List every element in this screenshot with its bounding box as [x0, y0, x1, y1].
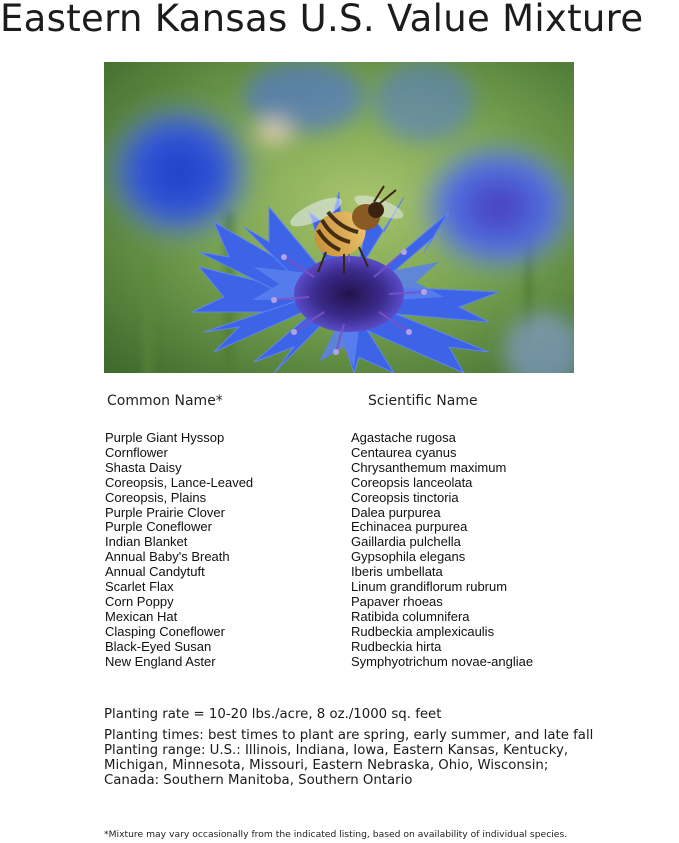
scientific-name-item: Gaillardia pulchella	[351, 534, 461, 550]
planting-times: Planting times: best times to plant are spring, early summer, and late fall	[104, 728, 594, 743]
scientific-name-item: Papaver rhoeas	[351, 593, 443, 609]
common-name-item: Coreopsis, Lance-Leaved	[105, 474, 254, 490]
common-name-item: Coreopsis, Plains	[105, 489, 207, 505]
common-name-item: Shasta Daisy	[105, 459, 182, 475]
common-name-item: Purple Coneflower	[105, 519, 212, 535]
common-name-item: Purple Giant Hyssop	[105, 430, 225, 445]
scientific-name-item: Rudbeckia hirta	[351, 638, 442, 654]
scientific-name-item: Coreopsis lanceolata	[351, 474, 473, 490]
scientific-name-item: Gypsophila elegans	[351, 549, 466, 565]
scientific-name-item: Centaurea cyanus	[351, 444, 457, 460]
planting-range-line: Canada: Southern Manitoba, Southern Ontario	[104, 773, 413, 788]
common-name-item: Mexican Hat	[105, 608, 178, 624]
common-name-item: Clasping Coneflower	[105, 623, 225, 639]
common-name-item: Corn Poppy	[105, 593, 174, 609]
common-name-item: Scarlet Flax	[105, 579, 174, 595]
common-name-header: Common Name*	[107, 393, 223, 409]
scientific-name-item: Rudbeckia amplexicaulis	[351, 623, 495, 639]
scientific-name-item: Iberis umbellata	[351, 564, 443, 580]
scientific-name-item: Symphyotrichum novae-angliae	[351, 653, 534, 669]
planting-rate: Planting rate = 10-20 lbs./acre, 8 oz./1000 sq. feet	[104, 707, 442, 722]
scientific-name-item: Ratibida columnifera	[351, 608, 470, 624]
scientific-name-header: Scientific Name	[368, 393, 478, 409]
cornflower-bee-illustration	[104, 62, 574, 373]
scientific-name-item: Dalea purpurea	[351, 504, 441, 520]
scientific-name-item: Agastache rugosa	[351, 430, 456, 445]
scientific-name-item: Coreopsis tinctoria	[351, 489, 459, 505]
common-name-item: New England Aster	[105, 653, 216, 669]
planting-range-line: Michigan, Minnesota, Missouri, Eastern Nebraska, Ohio, Wisconsin;	[104, 758, 549, 773]
footnote: *Mixture may vary occasionally from the indicated listing, based on availability of individual species.	[104, 829, 568, 840]
scientific-name-list	[351, 431, 533, 670]
cornflower-bee-photo	[104, 62, 574, 373]
common-name-item: Cornflower	[105, 444, 168, 460]
common-name-item: Indian Blanket	[105, 534, 188, 550]
planting-range	[104, 743, 568, 788]
common-name-item: Black-Eyed Susan	[105, 638, 212, 654]
scientific-name-item: Chrysanthemum maximum	[351, 459, 507, 475]
common-name-list	[105, 431, 253, 670]
scientific-name-item: Echinacea purpurea	[351, 519, 468, 535]
common-name-item: Annual Candytuft	[105, 564, 205, 580]
page-title: Eastern Kansas U.S. Value Mixture	[0, 0, 644, 40]
scientific-name-item: Linum grandiflorum rubrum	[351, 579, 508, 595]
planting-range-line: Planting range: U.S.: Illinois, Indiana, Iowa, Eastern Kansas, Kentucky,	[104, 743, 569, 758]
common-name-item: Annual Baby's Breath	[105, 549, 230, 565]
common-name-item: Purple Prairie Clover	[105, 504, 225, 520]
